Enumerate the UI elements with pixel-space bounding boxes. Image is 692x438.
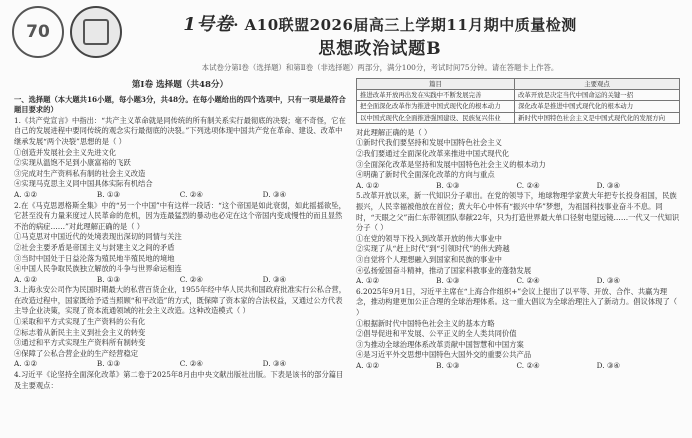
- option-d: D. ③④: [596, 360, 620, 370]
- statement-item: ①根据新时代中国特色社会主义的基本方略: [356, 318, 495, 328]
- option-a: A. ①②: [14, 189, 37, 199]
- statement-item: ②实现从温饱不足到小康富裕的飞跃: [14, 158, 131, 168]
- statement-item: ③当时中国处于日益沦落为殖民地半殖民地的境地: [14, 253, 175, 263]
- statement-item: ④保障了公私合营企业的生产经营稳定: [14, 348, 139, 358]
- statement-item: ②标志着从新民主主义到社会主义的转变: [14, 327, 146, 337]
- table-cell: 把全面深化改革作为推进中国式现代化的根本动力: [357, 101, 515, 112]
- statement-item: ④实现马克思主义同中国具体实际有机结合: [14, 179, 153, 189]
- answer-options: [14, 275, 346, 286]
- question-3: [14, 285, 346, 370]
- answer-options: [356, 276, 680, 287]
- table-header-cell: 篇目: [357, 79, 515, 90]
- left-column: [14, 78, 346, 391]
- chapter-table: [356, 78, 680, 124]
- statement-item: ②实现了从“赶上时代”到“引领时代”的伟大跨越: [356, 244, 510, 254]
- table-cell: 以中国式现代化全面推进强国建设、民族复兴伟业: [357, 112, 515, 123]
- answer-options: [356, 361, 680, 372]
- table-row: [357, 90, 680, 101]
- option-d: D. ③④: [262, 189, 286, 199]
- paper-title: 思想政治试题B: [318, 39, 442, 59]
- question-2: [14, 201, 346, 286]
- exam-name: · A10联盟2026届高三上学期11月期中质量检测: [233, 16, 577, 34]
- table-row: [357, 101, 680, 112]
- option-a: A. ①②: [14, 274, 37, 284]
- table-cell: 新时代中国特色社会主义是中国式现代化的发展方向: [515, 112, 680, 123]
- question-stem: 1.《共产党宣言》中指出：“共产主义革命就是同传统的所有制关系实行最彻底的决裂；毫不奇怪，它在自己的发展进程中要同传统的观念实行最彻底的决裂。”下列选项体现中国共产党在革命、建设、改革中继承发展“两个决裂”思想的是（ ）: [14, 115, 346, 146]
- option-c: C. ②④: [179, 189, 203, 199]
- statement-item: ②我们要通过全面深化改革来推进中国式现代化: [356, 149, 510, 158]
- question-stem: 6.2025年9月1日，习近平主席在“上海合作组织+”会议上提出了以平等、开放、合作、共赢为理念，推动构建更加公正合理的全球治理体系。这一重大倡议为全球治理注入了新动力。倡议体现了（ ）: [356, 286, 678, 317]
- logo-group: [12, 6, 122, 58]
- statement-item: ①新时代我们要坚持和发展中国特色社会主义: [356, 138, 502, 148]
- exam-instructions: 本试卷分第Ⅰ卷（选择题）和第Ⅱ卷（非选择题）两部分，满分100分，考试时间75分钟。请在答题卡上作答。: [201, 63, 559, 72]
- statement-item: ③完成对生产资料私有制的社会主义改造: [14, 168, 146, 178]
- option-c: C. ②④: [179, 359, 203, 369]
- anniversary-logo: 70: [12, 6, 64, 58]
- right-column: [356, 78, 680, 371]
- option-b: B. ①③: [436, 360, 460, 370]
- table-row: [357, 112, 680, 123]
- statement-item: ①创造并发展社会主义先进文化: [14, 147, 117, 157]
- option-d: D. ③④: [596, 276, 620, 286]
- statement-item: ②倡导促进和平发展、公平正义的全人类共同价值: [356, 329, 517, 339]
- option-a: A. ①②: [356, 276, 379, 286]
- brand-mark: 1号卷: [183, 14, 234, 35]
- statement-item: ①马克思对中国近代的处境表现出深切的同情与关注: [14, 232, 182, 242]
- option-b: B. ①③: [436, 276, 460, 286]
- option-c: C. ②④: [516, 276, 540, 286]
- question-6: [356, 287, 680, 372]
- statement-item: ④是习近平外交思想中国特色大国外交的重要公共产品: [356, 350, 532, 360]
- question-4-stem: 4.习近平《论坚持全面深化改革》第二卷于2025年8月由中央文献出版社出版。下表是该书的部分篇目及主要观点：: [14, 370, 344, 390]
- statement-item: ③通过和平方式实现生产资料所有制转变: [14, 338, 146, 348]
- option-a: A. ①②: [14, 359, 37, 369]
- answer-options: [14, 359, 346, 370]
- table-cell: 改革开放是决定当代中国命运的关键一招: [515, 90, 680, 101]
- statement-item: ③为推动全球治理体系改革贡献中国智慧和中国方案: [356, 339, 524, 349]
- option-a: A. ①②: [356, 180, 379, 190]
- question-5: [356, 191, 680, 286]
- table-header-cell: 主要观点: [515, 79, 680, 90]
- question-stem: 2.在《马克思恩格斯全集》中的“另一个中国”中有这样一段话：“这个帝国是如此衰弱，如此摇摇欲坠，它甚至没有力量来度过人民革命的危机，因为连最猛烈的暴动也必定在这个帝国内变成慢性的而且显然不治的病症……”对此理解正确的是（ ）: [14, 200, 346, 231]
- option-c: C. ②④: [179, 274, 203, 284]
- statement-item: ②社会主要矛盾是帝国主义与封建主义之间的矛盾: [14, 242, 175, 252]
- statement-item: ④弘扬爱国奋斗精神，推动了国家科教事业的蓬勃发展: [356, 265, 532, 275]
- statement-item: ④明确了新时代全面深化改革的方向与重点: [356, 170, 495, 180]
- question-stem: 5.改革开放以来，新一代知识分子辈出。在党的领导下，地球物理学家黄大年把专长投身祖国，民族振兴，人民幸福被他放在首位；黄大年心中怀有“振兴中华”梦想，为祖国科技事业奋斗不息。同时，“天眼之父”南仁东带领团队奉献22年，只为打造世界最大单口径射电望远镜……一代又一代知识分子（ ）: [356, 191, 680, 233]
- option-b: B. ①③: [96, 359, 120, 369]
- option-d: D. ③④: [596, 180, 620, 190]
- part-one-title: 第Ⅰ卷 选择题（共48分）: [131, 80, 229, 90]
- option-c: C. ②④: [516, 180, 540, 190]
- question-stem: 3.上海永安公司作为民国时期最大的私营百货企业，1955年经中华人民共和国政府批准实行公私合营，在改造过程中，国家既给予适当照顾“和平改造”的方式，既保障了资本家的合法权益，又通过公方代表主导企业决策，实现了资本流通领域的社会主义改造。这种改造模式（ ）: [14, 285, 346, 316]
- section-heading: 一、选择题（本大题共16小题，每小题3分，共48分。在每小题给出的四个选项中，只有一项是最符合题目要求的）: [14, 94, 346, 115]
- alliance-logo: [70, 6, 122, 58]
- table-cell: 推进改革开放再出发在实践中不断发展完善: [357, 90, 515, 101]
- answer-options: [14, 190, 346, 201]
- statement-item: ①采取和平方式实现了生产资料的公有化: [14, 317, 146, 327]
- option-b: B. ①③: [96, 274, 120, 284]
- option-c: C. ②④: [516, 360, 540, 370]
- question-4-cont: [356, 128, 680, 192]
- question-1: [14, 116, 346, 201]
- table-cell: 深化改革是推进中国式现代化的根本动力: [515, 101, 680, 112]
- table-header-row: [357, 79, 680, 90]
- statement-item: ③自觉将个人理想融入到国家和民族的事业中: [356, 254, 502, 264]
- option-d: D. ③④: [262, 359, 286, 369]
- answer-options: [356, 181, 680, 192]
- exam-header-title: [160, 10, 600, 36]
- option-b: B. ①③: [436, 180, 460, 190]
- statement-item: ③全面深化改革是坚持和发展中国特色社会主义的根本动力: [356, 159, 546, 169]
- statement-item: ④中国人民争取民族独立解放的斗争与世界命运相连: [14, 264, 182, 274]
- option-d: D. ③④: [262, 274, 286, 284]
- statement-item: ①在党的领导下投入到改革开放的伟大事业中: [356, 233, 502, 243]
- question-lead: 对此理解正确的是（ ）: [356, 127, 432, 137]
- option-b: B. ①③: [96, 189, 120, 199]
- option-a: A. ①②: [356, 360, 379, 370]
